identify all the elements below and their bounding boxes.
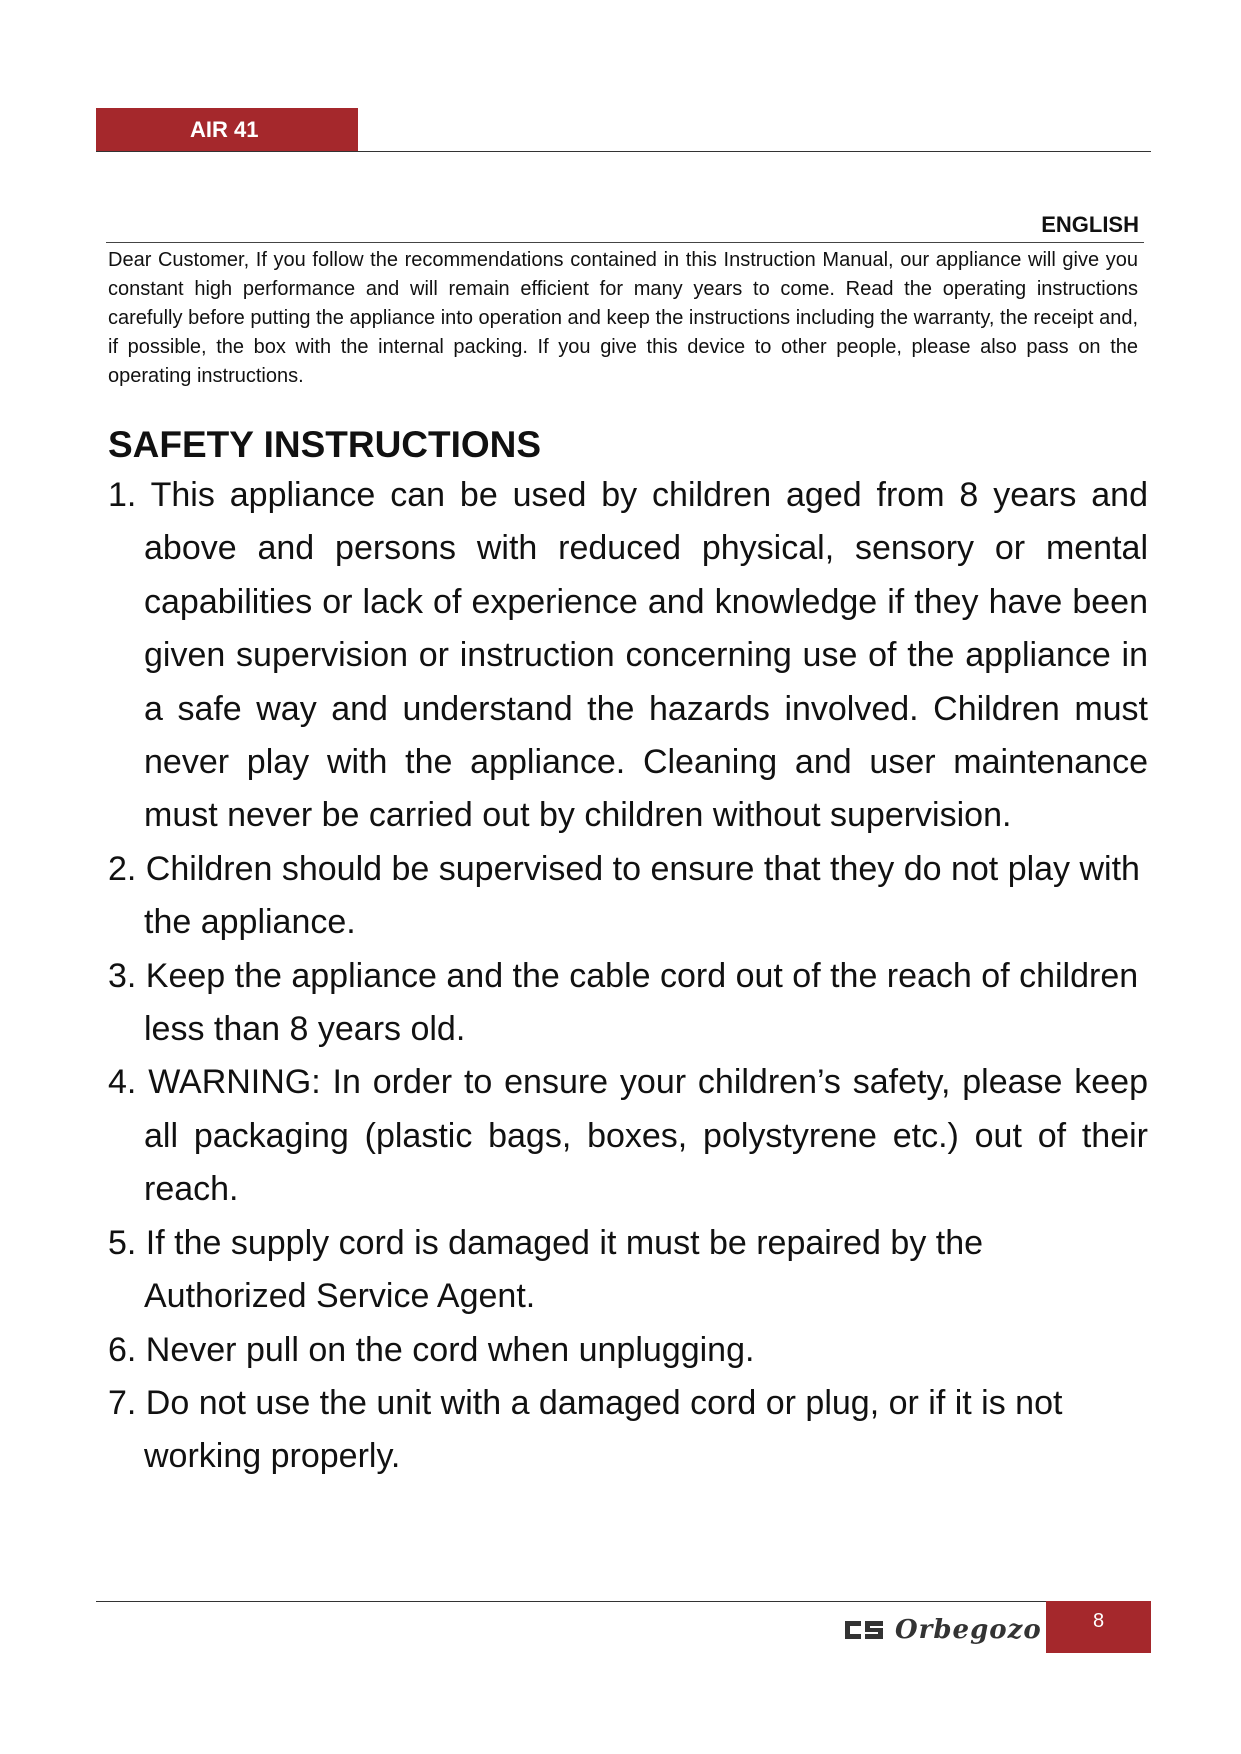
cs-logo-icon [843,1618,885,1642]
instruction-item-1: 1. This appliance can be used by children aged from 8 years and above and persons with reduced physical, sensory or mental capabilities or lack of experience and knowledge if they have been given supervision or instruction concerning use of the appliance in a safe way and understand the hazards involved. Children must never play with the appliance. Cleaning and user maintenance must never be carried out by children without supervision. [108,476,1148,835]
brand-logo [843,1610,1043,1650]
header-divider [96,151,1151,152]
instruction-item-3: 3. Keep the appliance and the cable cord out of the reach of children less than 8 years old. [108,956,1139,1049]
brand-name: Orbegozo [895,1615,1042,1645]
intro-paragraph: Dear Customer, If you follow the recommendations contained in this Instruction Manual, our appliance will give you constant high performance and will remain efficient for many years to come. Read the operating instructions carefully before putting the appliance into operation and keep the instructions including the warranty, the receipt and, if possible, the box with the internal packing. If you give this device to other people, please also pass on the operating instructions. [108,249,1138,387]
instruction-item-4: 4. WARNING: In order to ensure your children’s safety, please keep all packaging (plastic bags, boxes, polystyrene etc.) out of their reach. [108,1063,1148,1209]
section-title: SAFETY INSTRUCTIONS [108,424,542,465]
footer-divider [96,1601,1151,1602]
model-label: AIR 41 [96,108,358,152]
instruction-item-5: 5. If the supply cord is damaged it must be repaired by the Authorized Service Agent. [108,1223,984,1316]
language-divider [106,242,1144,243]
page-number: 8 [1046,1601,1151,1653]
safety-instructions-list [108,469,1148,1484]
language-label: ENGLISH [1041,212,1139,237]
instruction-item-6: 6. Never pull on the cord when unplugging. [108,1330,755,1369]
instruction-item-2: 2. Children should be supervised to ensure that they do not play with the appliance. [108,849,1140,942]
instruction-item-7: 7. Do not use the unit with a damaged cord or plug, or if it is not working properly. [108,1383,1063,1476]
